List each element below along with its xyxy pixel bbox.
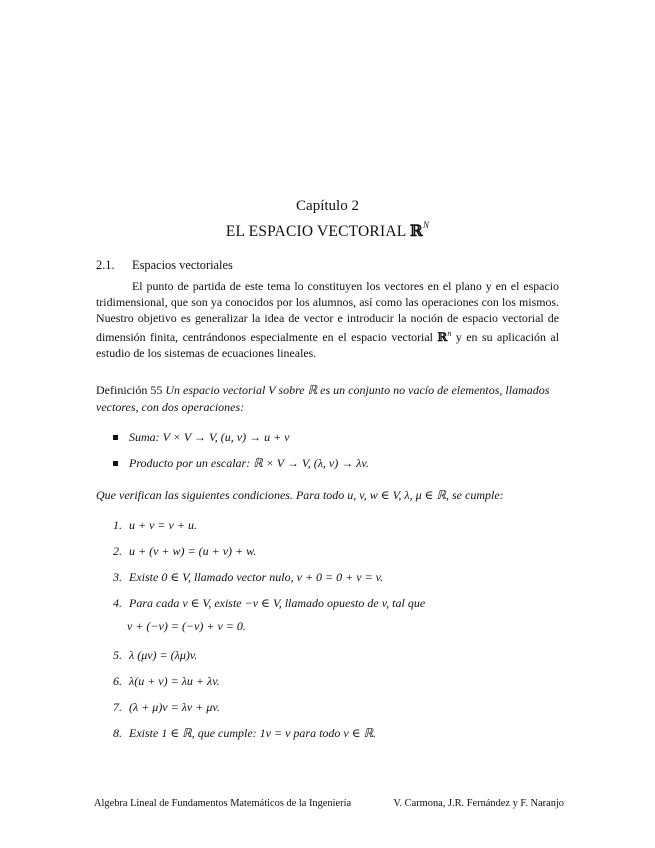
- intro-paragraph: [96, 278, 559, 361]
- property-number: 1.: [113, 518, 122, 532]
- page-footer: [94, 798, 564, 809]
- bullet-icon: [113, 461, 118, 466]
- property-number: 5.: [113, 648, 122, 662]
- property-text-continued: v + (−v) = (−v) + v = 0.: [127, 619, 246, 633]
- chapter-title-symbol: ℝ: [409, 221, 423, 240]
- operations-list: [113, 430, 553, 482]
- properties-list: [113, 518, 553, 752]
- definition-text: Un espacio vectorial V sobre ℝ es un conjunto no vacío de elementos, llamados vectores, con dos operaciones:: [96, 383, 550, 414]
- intro-symbol: ℝ: [437, 330, 448, 345]
- section-number: 2.1.: [96, 258, 115, 272]
- intro-text-before: El punto de partida de este tema lo constituyen los vectores en el plano y en el espacio tridimensional, que son ya conocidos por los alumnos, así como las operaciones con los mismos. Nuestro objetivo es generalizar la idea de vector e introducir la noción de espacio vectorial de dimensión finita, centrándonos especialmente en el espacio vectorial: [96, 279, 559, 345]
- list-item: [113, 456, 553, 482]
- operation-scalar: Producto por un escalar: ℝ × V → V, (λ, v) → λv.: [129, 456, 369, 470]
- property-number: 2.: [113, 544, 122, 558]
- conditions-intro: Que verifican las siguientes condiciones. Para todo u, v, w ∈ V, λ, μ ∈ ℝ, se cumple:: [96, 488, 504, 502]
- chapter-title-text: EL ESPACIO VECTORIAL: [225, 223, 410, 240]
- property-text: Para cada v ∈ V, existe −v ∈ V, llamado opuesto de v, tal que: [129, 596, 426, 610]
- definition: [96, 382, 559, 416]
- list-item: [113, 648, 553, 674]
- list-item: [113, 518, 553, 544]
- list-item: [113, 570, 553, 596]
- property-number: 7.: [113, 700, 122, 714]
- list-item: [113, 726, 553, 752]
- section-heading: [96, 258, 233, 273]
- list-item: [113, 596, 553, 648]
- chapter-title-superscript: N: [422, 220, 430, 230]
- definition-label: Definición 55: [96, 383, 163, 397]
- property-number: 4.: [113, 596, 122, 610]
- property-text: u + v = v + u.: [129, 518, 197, 532]
- property-text: λ (μv) = (λμ)v.: [129, 648, 198, 662]
- property-number: 3.: [113, 570, 122, 584]
- list-item: [113, 430, 553, 456]
- section-title: Espacios vectoriales: [132, 258, 233, 272]
- intro-text-after: y en su aplicación al estudio de los sistemas de ecuaciones lineales.: [96, 330, 559, 361]
- property-text: λ(u + v) = λu + λv.: [129, 674, 220, 688]
- property-number: 8.: [113, 726, 122, 740]
- bullet-icon: [113, 435, 118, 440]
- chapter-number: Capítulo 2: [296, 198, 359, 214]
- intro-superscript: n: [447, 329, 452, 339]
- property-text: Existe 0 ∈ V, llamado vector nulo, v + 0 = 0 + v = v.: [129, 570, 384, 584]
- footer-authors: V. Carmona, J.R. Fernández y F. Naranjo: [393, 798, 564, 809]
- property-text: (λ + μ)v = λv + μv.: [129, 700, 220, 714]
- list-item: [113, 674, 553, 700]
- operation-sum: Suma: V × V → V, (u, v) → u + v: [129, 430, 290, 444]
- property-number: 6.: [113, 674, 122, 688]
- footer-book-title: Algebra Lineal de Fundamentos Matemáticos de la Ingeniería: [94, 798, 352, 809]
- property-text: Existe 1 ∈ ℝ, que cumple: 1v = v para todo v ∈ ℝ.: [129, 726, 377, 740]
- list-item: [113, 700, 553, 726]
- property-text: u + (v + w) = (u + v) + w.: [129, 544, 257, 558]
- chapter-title: [0, 220, 655, 241]
- list-item: [113, 544, 553, 570]
